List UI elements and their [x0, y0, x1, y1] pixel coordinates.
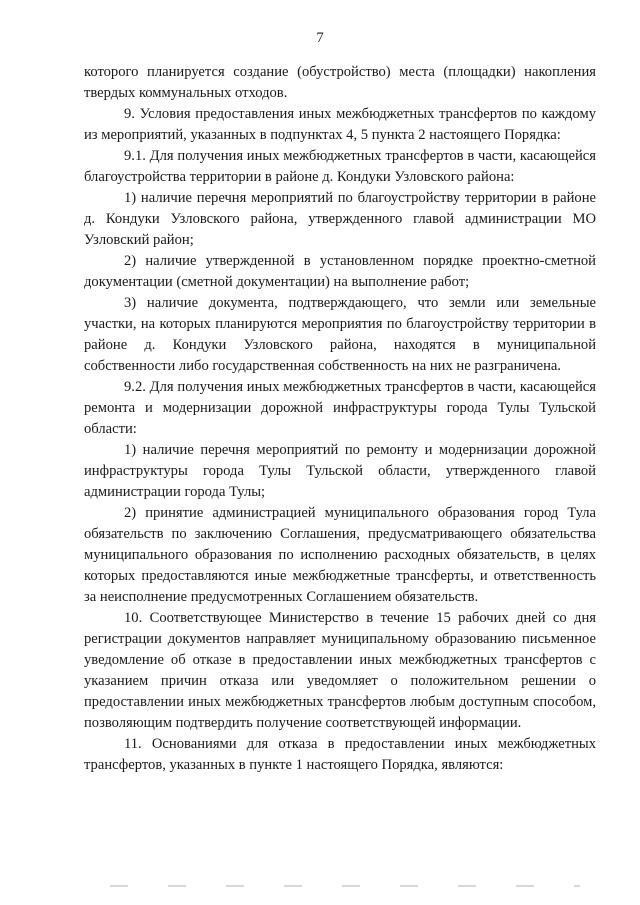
- paragraph-item-9-1: 9.1. Для получения иных межбюджетных трансфертов в части, касающейся благоустройства территории в районе д. Кондуки Узловского района:: [84, 148, 596, 185]
- paragraph-9-1-subitem-1: 1) наличие перечня мероприятий по благоустройству территории в районе д. Кондуки Узловского района, утвержденного главой администрации МО Узловский район;: [84, 190, 596, 248]
- paragraph-item-9-2: 9.2. Для получения иных межбюджетных трансфертов в части, касающейся ремонта и модернизации дорожной инфраструктуры города Тулы Тульской области:: [84, 379, 596, 437]
- paragraph-continuation: которого планируется создание (обустройство) места (площадки) накопления твердых коммунальных отходов.: [84, 64, 596, 101]
- paragraph-item-9: 9. Условия предоставления иных межбюджетных трансфертов по каждому из мероприятий, указанных в подпунктах 4, 5 пункта 2 настоящего Порядка:: [84, 106, 596, 143]
- paragraph-item-10: 10. Соответствующее Министерство в течение 15 рабочих дней со дня регистрации документов направляет муниципальному образованию письменное уведомление об отказе в предоставлении иных межбюджетных трансфертов с указанием причин отказа или уведомляет о положительном решении о предоставлении иных межбюджетных трансфертов любым доступным способом, позволяющим подтвердить получение соответствующей информации.: [84, 610, 596, 731]
- paragraph-9-2-subitem-1: 1) наличие перечня мероприятий по ремонту и модернизации дорожной инфраструктуры города Тулы Тульской области, утвержденного главой администрации города Тулы;: [84, 442, 596, 500]
- paragraph-item-11: 11. Основаниями для отказа в предоставлении иных межбюджетных трансфертов, указанных в пункте 1 настоящего Порядка, являются:: [84, 736, 596, 773]
- scan-artifact-line: [110, 885, 580, 887]
- document-body: [84, 62, 596, 776]
- paragraph-9-1-subitem-3: 3) наличие документа, подтверждающего, что земли или земельные участки, на которых планируются мероприятия по благоустройству территории в районе д. Кондуки Узловского района, находятся в муниципальной собственности либо государственная собственность на них не разграничена.: [84, 295, 596, 374]
- page-number: 7: [316, 30, 324, 46]
- paragraph-9-1-subitem-2: 2) наличие утвержденной в установленном порядке проектно-сметной документации (сметной документации) на выполнение работ;: [84, 253, 596, 290]
- paragraph-9-2-subitem-2: 2) принятие администрацией муниципального образования город Тула обязательств по заключению Соглашения, предусматривающего обязательства муниципального образования по исполнению расходных обязательств, в целях которых предоставляются иные межбюджетные трансферты, и ответственность за неисполнение предусмотренных Соглашением обязательств.: [84, 505, 596, 605]
